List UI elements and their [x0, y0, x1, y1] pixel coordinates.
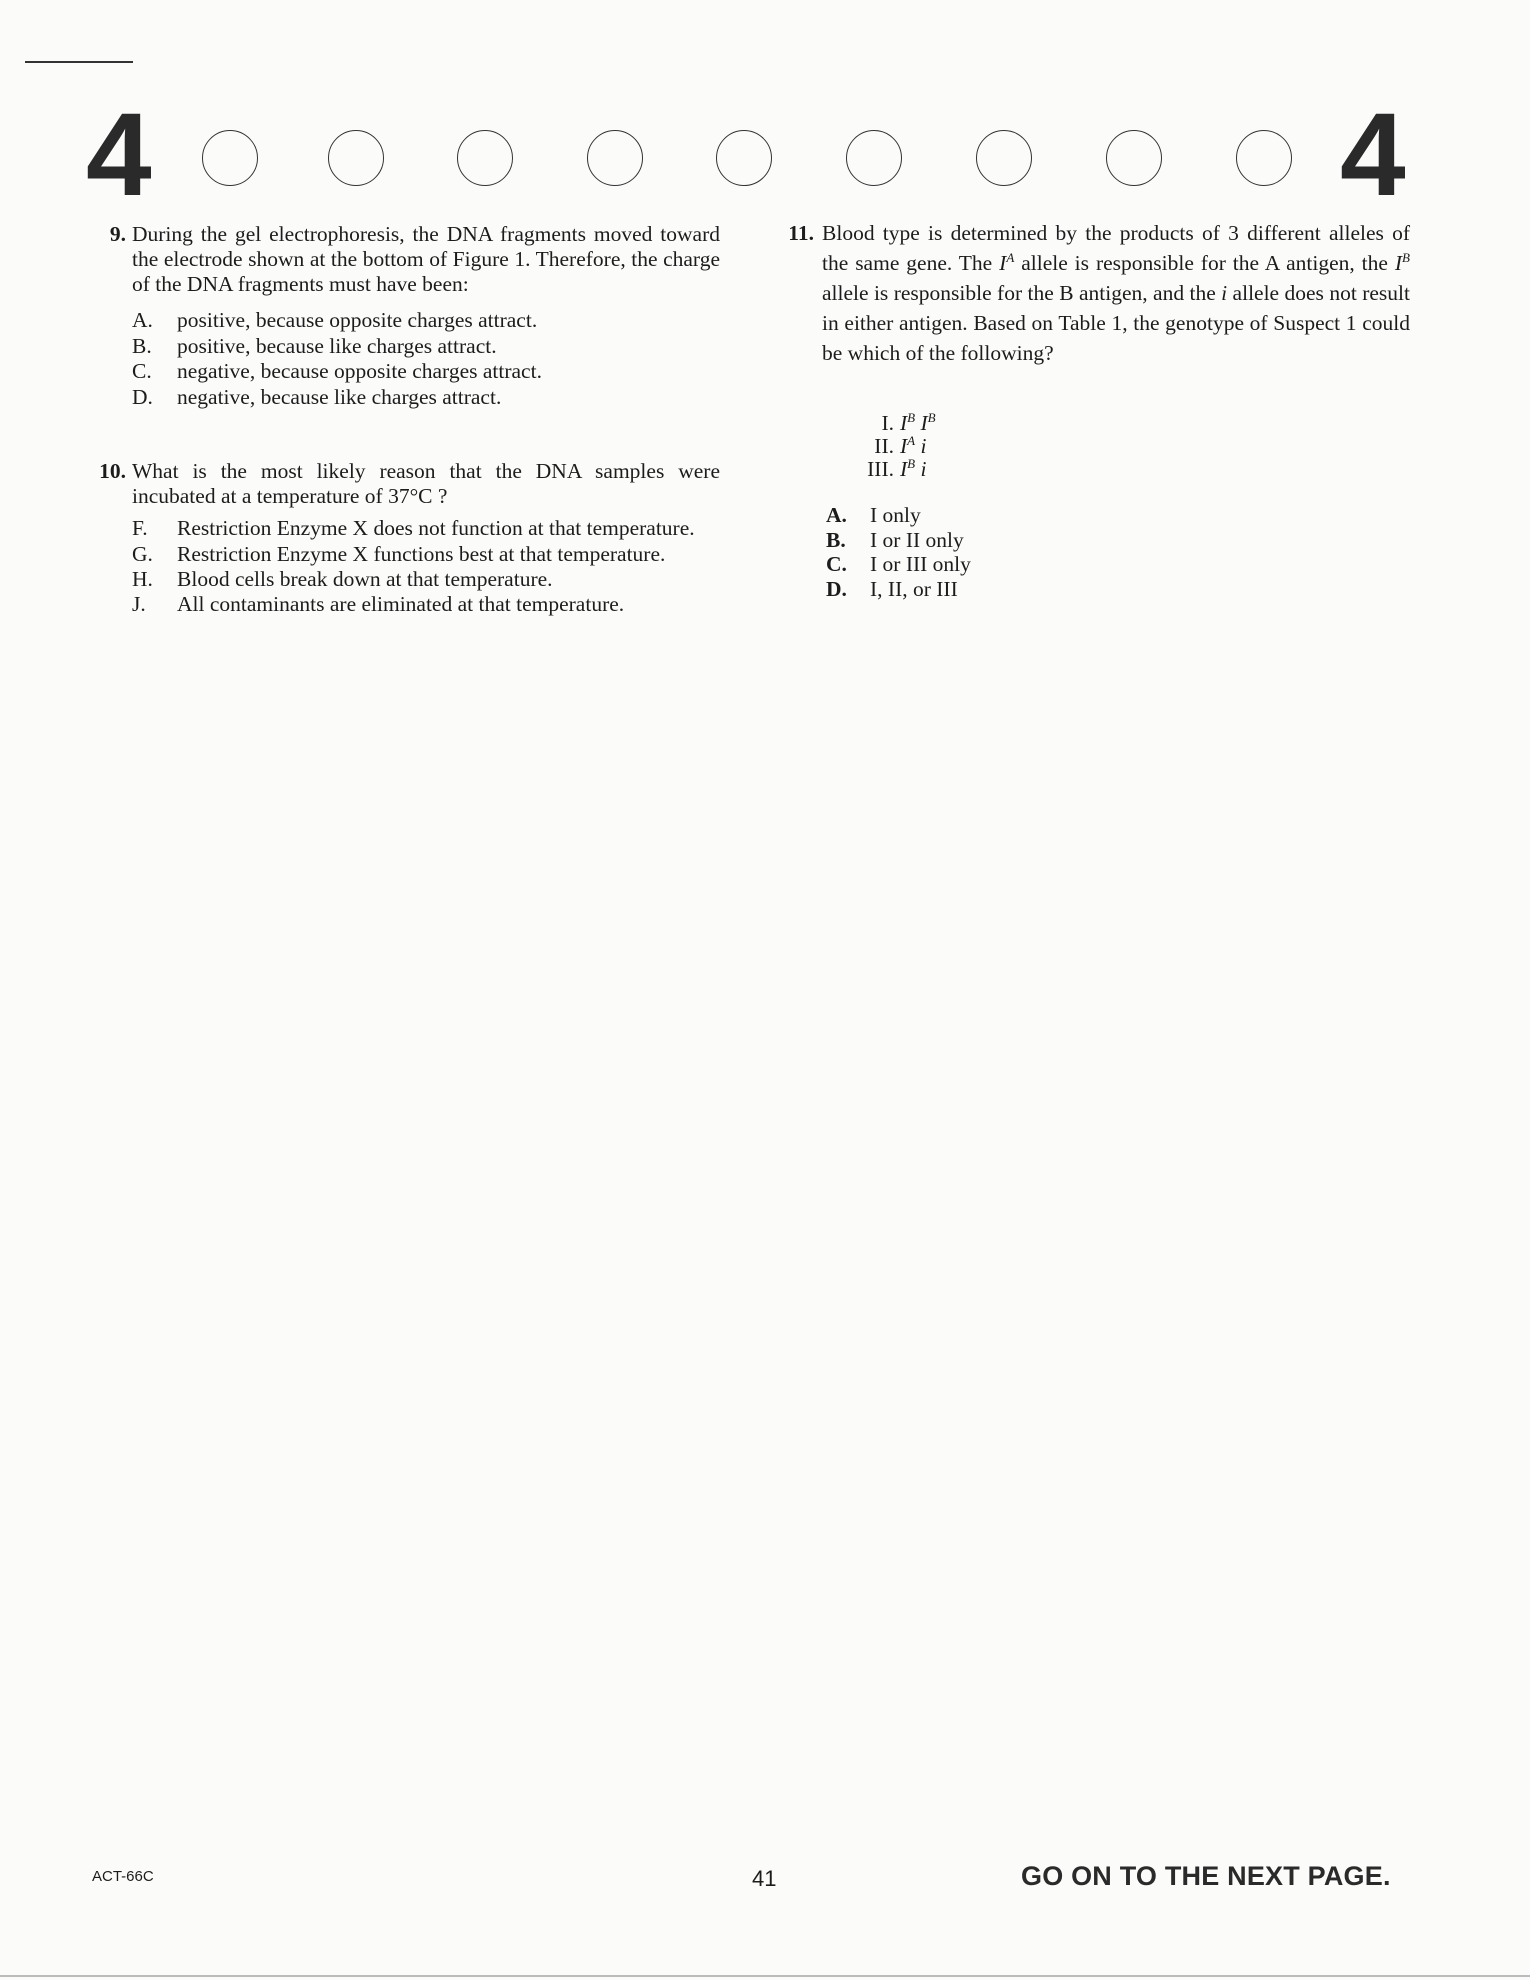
question-9: [109, 222, 720, 410]
roman-option-3: [846, 458, 936, 481]
choice-text: positive, because like charges attract.: [177, 333, 497, 358]
choice-letter: D.: [132, 384, 153, 409]
header-circle: [328, 130, 384, 186]
allele-base: I: [999, 251, 1007, 275]
answer-choice-a[interactable]: [132, 308, 720, 334]
choice-letter: B.: [132, 333, 152, 358]
header-circle: [716, 130, 772, 186]
question-stem: During the gel electrophoresis, the DNA fragments moved toward the electrode shown at the bottom of Figure 1. Therefore, the charge of the DNA fragments must have been:: [132, 222, 720, 296]
bottom-rule: [0, 1975, 1530, 1977]
header-circle: [1106, 130, 1162, 186]
genotype-allele: i: [920, 457, 927, 481]
answer-choice-b[interactable]: [826, 528, 1126, 553]
choice-text: negative, because opposite charges attract.: [177, 359, 542, 383]
choice-letter: F.: [132, 516, 148, 540]
choice-text: Restriction Enzyme X does not function at that temperature.: [177, 516, 695, 540]
header-circle: [587, 130, 643, 186]
allele-i: i: [1221, 281, 1228, 305]
question-11-choices: [826, 503, 1126, 601]
choice-letter: C.: [132, 359, 152, 383]
answer-choice-a[interactable]: [826, 503, 1126, 528]
roman-numeral: I.: [881, 411, 894, 435]
question-stem: What is the most likely reason that the DNA samples were incubated at a temperature of 37°C ?: [132, 459, 720, 508]
choice-text: All contaminants are eliminated at that temperature.: [177, 591, 625, 616]
choice-text: I only: [870, 503, 921, 527]
question-10: [99, 459, 720, 616]
question-number: 9.: [109, 222, 126, 246]
choice-text: I or II only: [870, 527, 964, 552]
allele-IB: [1395, 251, 1410, 275]
choice-text: I or III only: [870, 552, 971, 576]
roman-options: [846, 412, 936, 481]
header-circle: [1236, 130, 1292, 186]
answer-choice-g[interactable]: [132, 542, 720, 567]
choice-letter: B.: [826, 527, 846, 552]
choice-letter: J.: [132, 591, 146, 616]
choice-text: negative, because like charges attract.: [177, 384, 502, 409]
genotype-allele: I: [900, 457, 908, 481]
header-circle: [457, 130, 513, 186]
roman-numeral: II.: [874, 434, 894, 458]
genotype-allele: I: [920, 411, 928, 435]
answer-choice-b[interactable]: [132, 334, 720, 360]
form-code: ACT-66C: [92, 1868, 154, 1885]
page-number: 41: [752, 1866, 777, 1891]
choice-letter: A.: [826, 503, 847, 527]
answer-choice-d[interactable]: [132, 385, 720, 411]
choice-text: positive, because opposite charges attract.: [177, 308, 538, 332]
allele-superscript: B: [1402, 250, 1410, 265]
answer-choice-j[interactable]: [132, 592, 720, 617]
section-number-right: 4: [1340, 89, 1406, 221]
choice-letter: G.: [132, 541, 153, 566]
roman-numeral: III.: [867, 457, 894, 481]
genotype-allele: I: [900, 411, 908, 435]
choice-letter: D.: [826, 576, 847, 601]
answer-choice-h[interactable]: [132, 567, 720, 592]
genotype-superscript: B: [927, 410, 936, 425]
stem-text: allele is responsible for the A antigen, the: [1014, 251, 1395, 275]
choice-text: I, II, or III: [870, 576, 958, 601]
header-circle: [976, 130, 1032, 186]
next-page-notice: GO ON TO THE NEXT PAGE.: [1021, 1861, 1391, 1891]
genotype-superscript: A: [907, 433, 916, 448]
answer-choice-d[interactable]: [826, 577, 1126, 602]
question-number: 11.: [788, 221, 814, 245]
section-number-left: 4: [86, 89, 152, 221]
question-number: 10.: [99, 459, 126, 483]
roman-option-2: [846, 435, 936, 458]
choice-letter: C.: [826, 552, 847, 576]
choice-letter: H.: [132, 567, 153, 591]
stem-text: allele does not result in either antigen. Based on Table 1, the genotype of Suspect 1 could be which of the following?: [822, 281, 1410, 365]
allele-base: I: [1394, 251, 1403, 275]
genotype-superscript: B: [907, 456, 916, 471]
stem-text: Blood type is determined by the products of 3 different alleles of the same gene. The: [822, 221, 1410, 275]
choice-text: Blood cells break down at that temperature.: [177, 567, 553, 591]
header-circle: [846, 130, 902, 186]
choice-text: Restriction Enzyme X functions best at that temperature.: [177, 541, 666, 566]
answer-choice-c[interactable]: [132, 359, 720, 385]
answer-choice-c[interactable]: [826, 552, 1126, 577]
question-stem: [822, 218, 1410, 368]
question-11: [788, 218, 1410, 368]
stem-text: allele is responsible for the B antigen, and the: [822, 281, 1222, 305]
top-rule: [25, 61, 133, 63]
roman-option-1: [846, 412, 936, 435]
allele-IA: [999, 251, 1014, 275]
choice-letter: A.: [132, 308, 153, 332]
allele-superscript: A: [1006, 250, 1015, 265]
genotype-allele: i: [920, 434, 927, 458]
answer-choice-f[interactable]: [132, 516, 720, 541]
genotype-allele: I: [900, 434, 908, 458]
header-circle: [202, 130, 258, 186]
genotype-superscript: B: [907, 410, 916, 425]
